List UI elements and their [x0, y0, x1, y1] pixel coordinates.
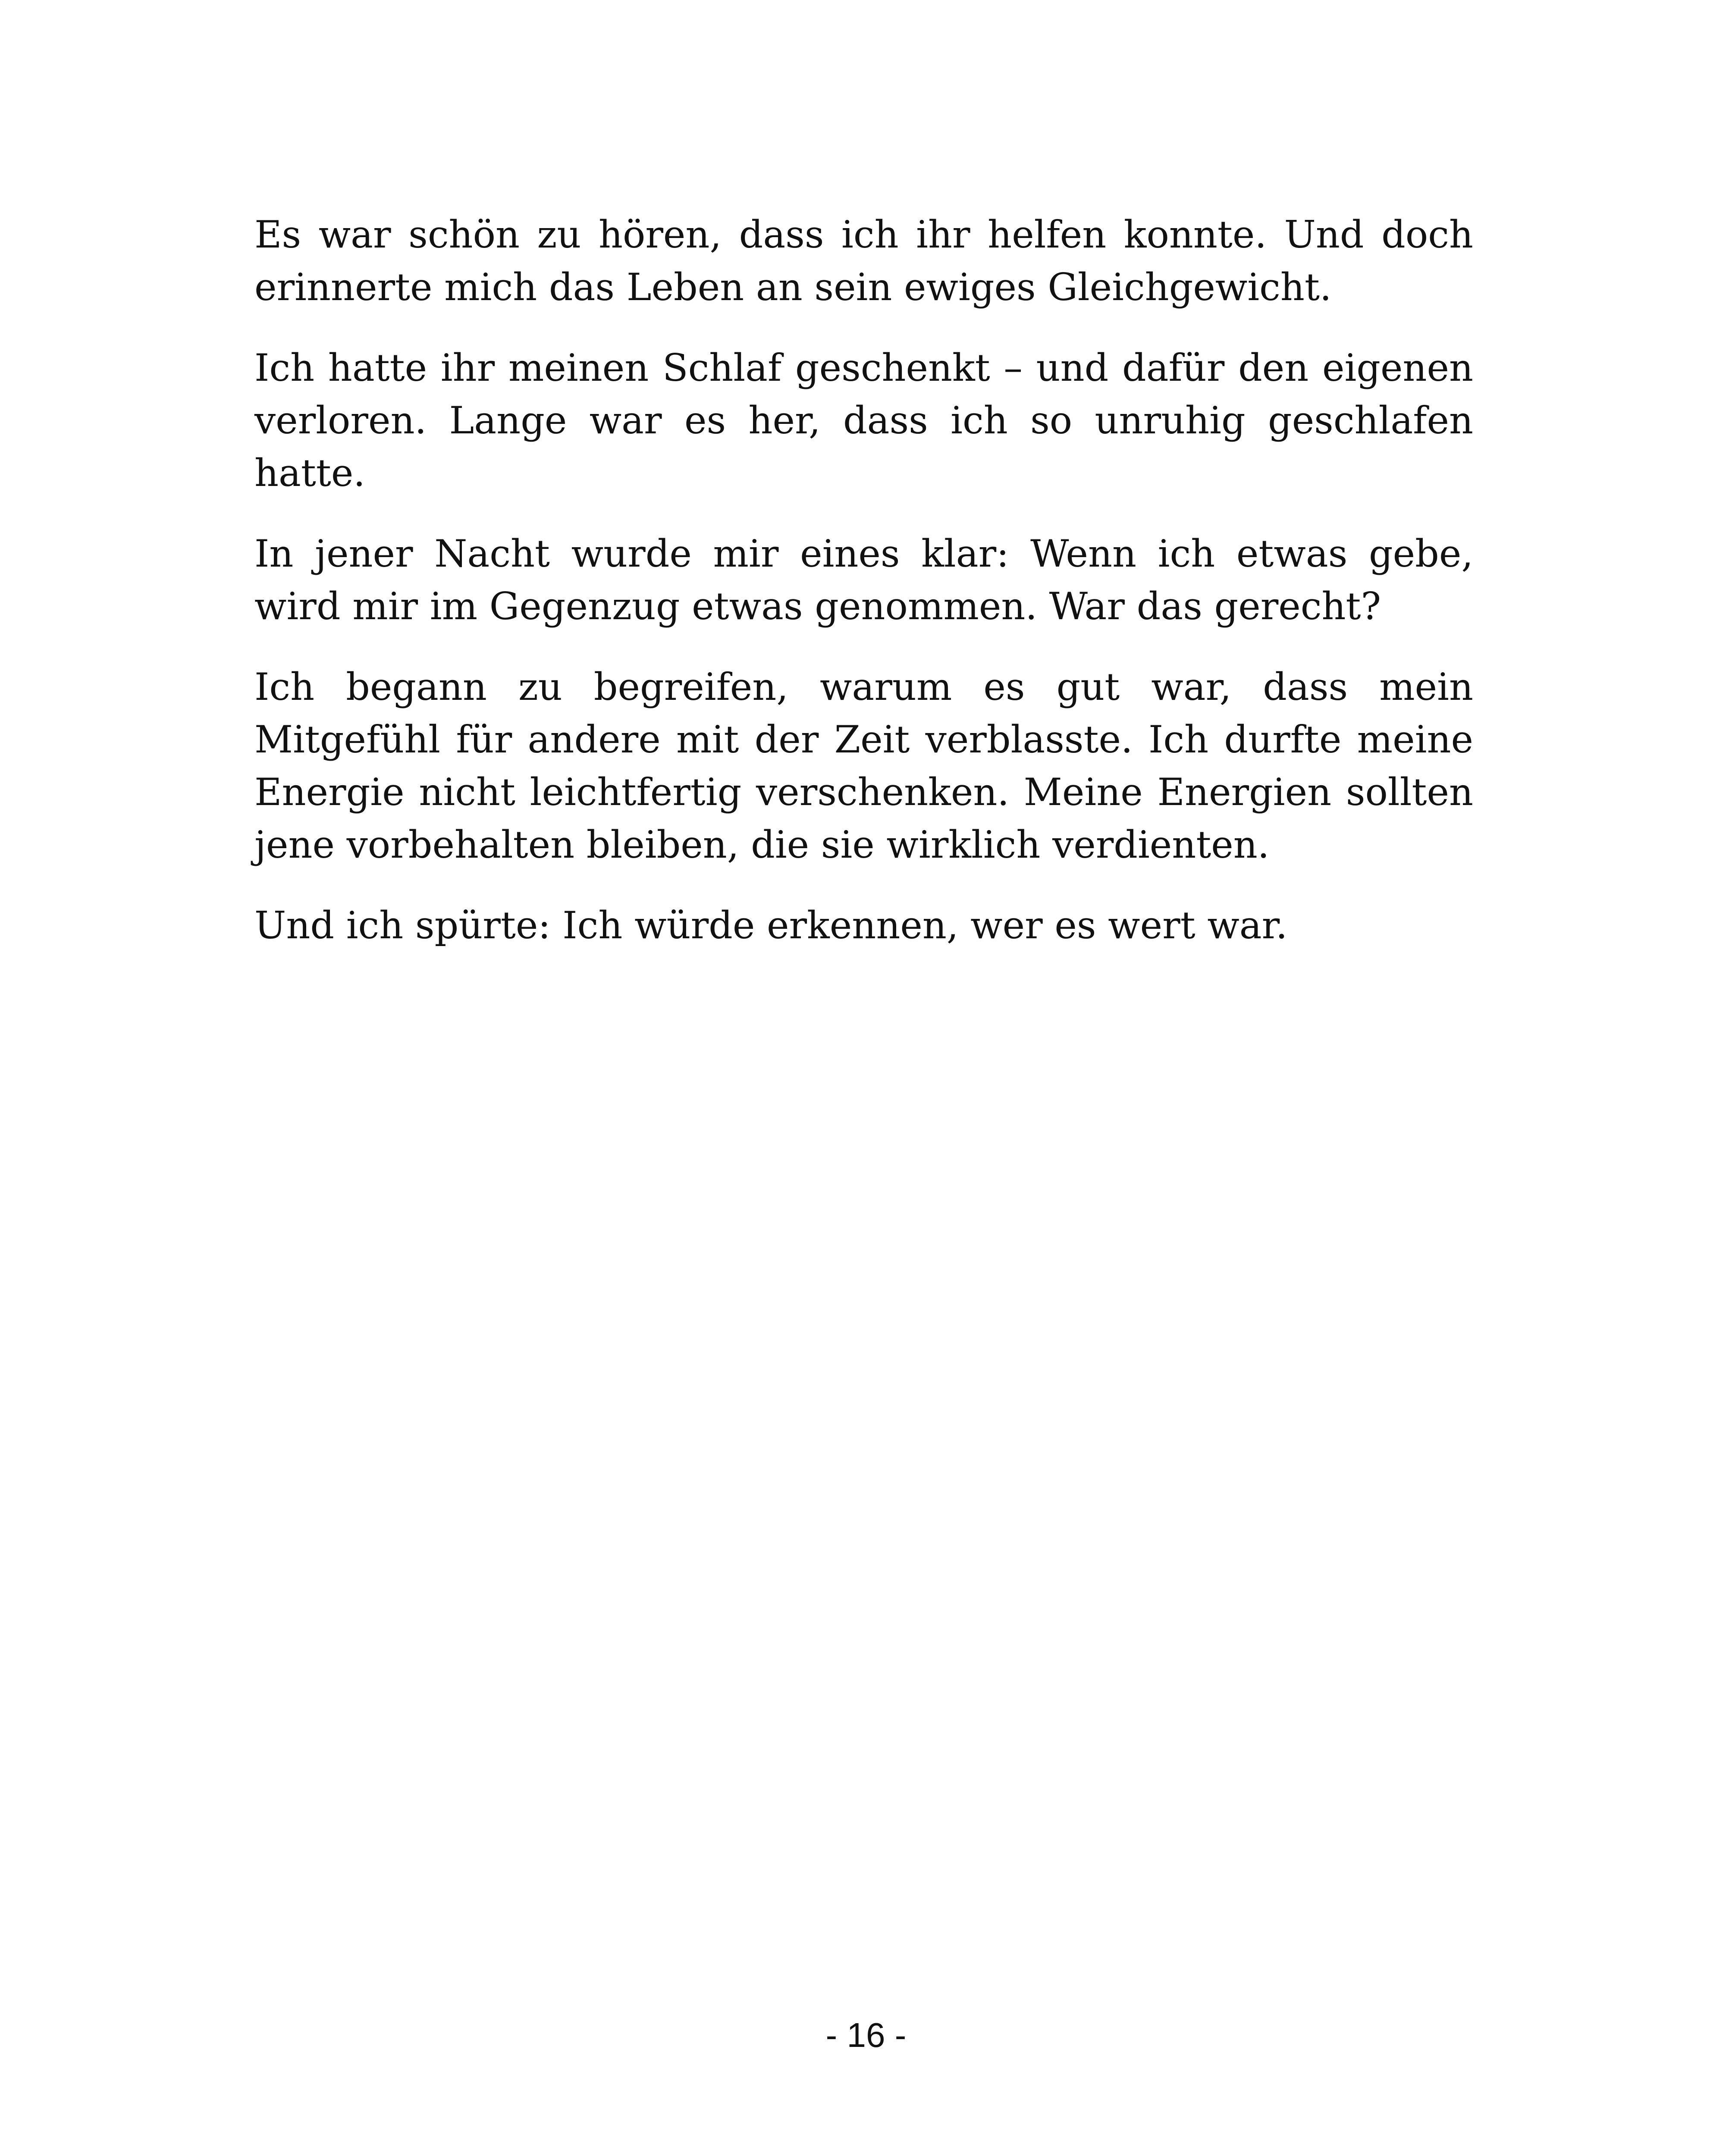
paragraph: Und ich spürte: Ich würde erkennen, wer es wert war.	[254, 903, 1288, 947]
page-number: - 16 -	[825, 2016, 907, 2054]
paragraph: Ich begann zu begreifen, warum es gut war, dass mein Mitgefühl für andere mit der Zeit verblasste. Ich durfte meine Energie nicht leichtfertig verschenken. Meine Energien sollten jene vorbehalten bleiben, die sie wirklich verdienten.	[254, 665, 1473, 867]
paragraph: In jener Nacht wurde mir eines klar: Wenn ich etwas gebe, wird mir im Gegenzug etwas genommen. War das gerecht?	[254, 532, 1473, 628]
paragraph: Ich hatte ihr meinen Schlaf geschenkt – und dafür den eigenen verloren. Lange war es her, dass ich so unruhig geschlafen hatte.	[254, 346, 1473, 495]
body-text	[254, 208, 1473, 980]
paragraph: Es war schön zu hören, dass ich ihr helfen konnte. Und doch erinnerte mich das Leben an sein ewiges Gleichgewicht.	[254, 213, 1473, 309]
